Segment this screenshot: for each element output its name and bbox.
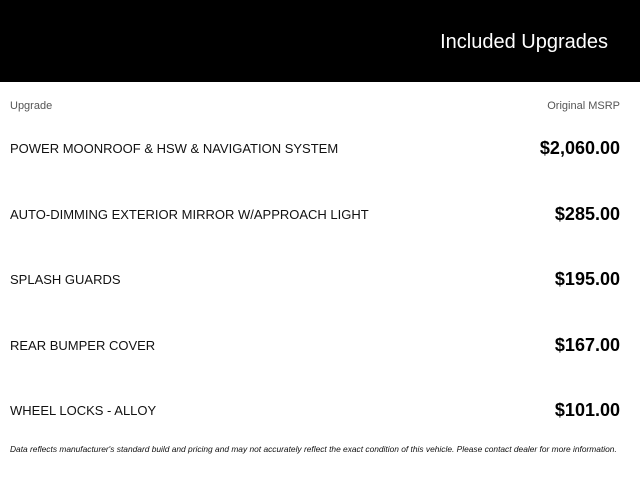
- upgrade-row: [10, 115, 620, 181]
- column-header-upgrade: Upgrade: [10, 100, 53, 112]
- upgrade-row: [10, 181, 620, 247]
- upgrade-name: AUTO-DIMMING EXTERIOR MIRROR W/APPROACH LIGHT: [10, 206, 369, 222]
- upgrade-row: [10, 312, 620, 378]
- disclaimer-text: Data reflects manufacturer's standard build and pricing and may not accurately reflect the exact condition of this vehicle. Please contact dealer for more information.: [10, 444, 617, 454]
- upgrade-price: $195.00: [554, 269, 620, 290]
- upgrade-name: WHEEL LOCKS - ALLOY: [10, 403, 157, 419]
- page-title: Included Upgrades: [440, 31, 608, 53]
- upgrade-name: POWER MOONROOF & HSW & NAVIGATION SYSTEM: [10, 141, 339, 156]
- upgrade-row: [10, 377, 620, 443]
- upgrade-row: [10, 246, 620, 312]
- column-header-msrp: Original MSRP: [547, 100, 620, 112]
- upgrade-price: $101.00: [554, 400, 620, 421]
- page-header: [0, 0, 640, 82]
- upgrade-name: REAR BUMPER COVER: [10, 337, 156, 353]
- upgrade-price: $2,060.00: [539, 138, 620, 158]
- upgrade-price: $167.00: [554, 334, 620, 355]
- upgrades-list: [10, 115, 620, 443]
- upgrade-price: $285.00: [554, 203, 620, 224]
- upgrade-name: SPLASH GUARDS: [10, 272, 121, 288]
- column-headers: [10, 99, 620, 113]
